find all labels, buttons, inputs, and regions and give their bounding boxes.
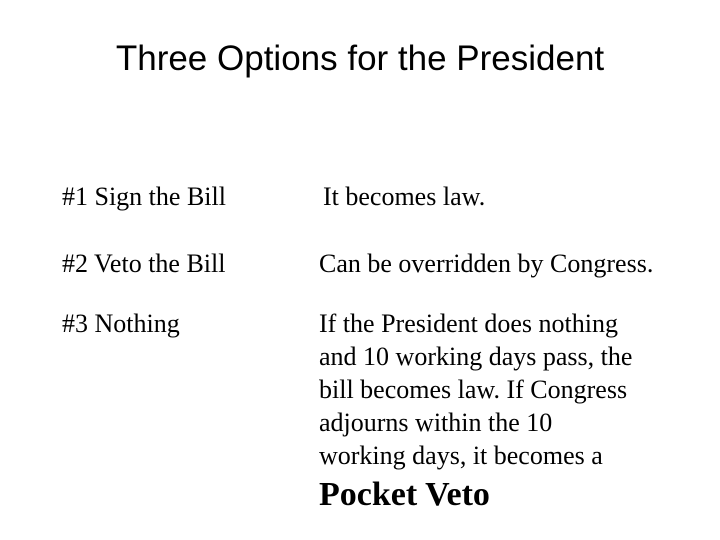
option-3-description xyxy=(319,307,689,472)
option-1-label: #1 Sign the Bill xyxy=(62,182,226,211)
option-1-description: It becomes law. xyxy=(323,182,486,211)
option-3-description-line: bill becomes law. If Congress xyxy=(319,375,628,404)
option-3-description-line: If the President does nothing xyxy=(319,309,618,338)
option-3-description-line: and 10 working days pass, the xyxy=(319,342,633,371)
option-3-description-line: working days, it becomes a xyxy=(319,441,603,470)
slide-title: Three Options for the President xyxy=(115,39,605,78)
option-2-label: #2 Veto the Bill xyxy=(62,249,226,278)
option-3-label: #3 Nothing xyxy=(62,309,180,338)
option-2-description: Can be overridden by Congress. xyxy=(319,249,654,278)
pocket-veto-emphasis: Pocket Veto xyxy=(319,476,490,513)
option-3-description-line: adjourns within the 10 xyxy=(319,408,553,437)
